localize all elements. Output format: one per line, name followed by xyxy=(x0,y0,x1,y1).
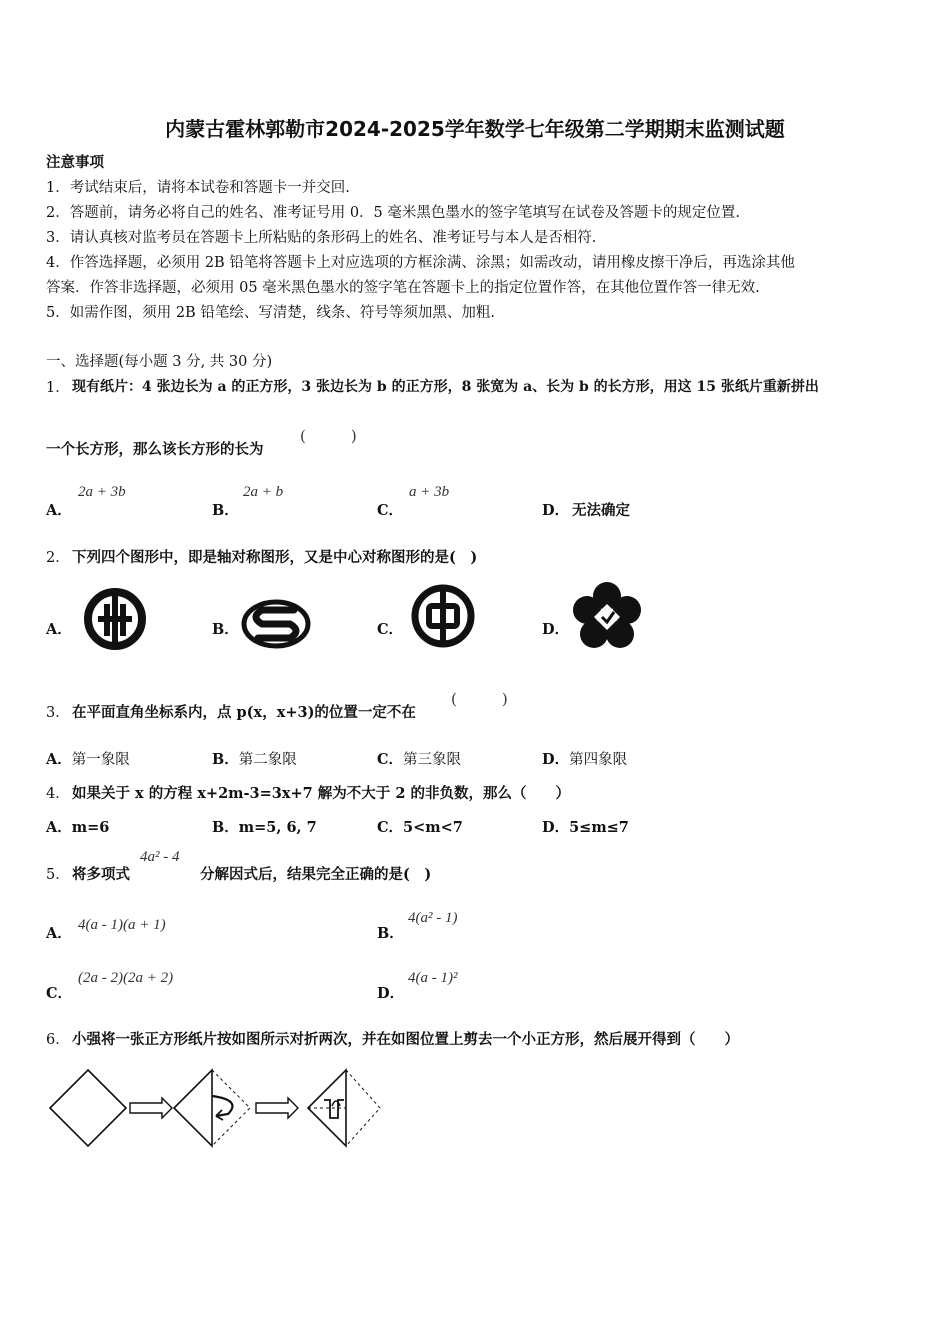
q5-option-d-label: D． xyxy=(377,985,405,1002)
notice-item: 3．请认真核对监考员在答题卡上所粘贴的条形码上的姓名、准考证号与本人是否相符. xyxy=(46,230,597,246)
q3-answer-paren: ( ) xyxy=(451,690,508,708)
q4-option-b: B．m=5, 6, 7 xyxy=(212,819,317,836)
q4-option-c: C．5<m<7 xyxy=(377,819,463,836)
q6-text: 小强将一张正方形纸片按如图所示对折两次，并在如图位置上剪去一个小正方形，然后展开得到（ ） xyxy=(72,1031,739,1048)
q1-text-line2: 一个长方形，那么该长方形的长为 xyxy=(46,441,264,458)
q1-option-c-label: C． xyxy=(377,502,404,519)
q1-option-d-value: 无法确定 xyxy=(572,502,630,519)
q3-text: 在平面直角坐标系内，点 p(x，x+3)的位置一定不在 xyxy=(72,704,416,721)
q2-option-b-label: B． xyxy=(212,621,239,638)
q5-option-c-value: (2a - 2)(2a + 2) xyxy=(78,970,174,986)
q5-option-a-label: A． xyxy=(46,925,72,942)
q1-option-a-label: A． xyxy=(46,502,72,519)
q1-option-c-value: a + 3b xyxy=(409,484,450,500)
agricultural-bank-logo-icon xyxy=(82,586,148,652)
q5-text-before: 将多项式 xyxy=(72,866,130,883)
notice-item: 2．答题前，请务必将自己的姓名、准考证号用 0．5 毫米黑色墨水的签字笔填写在试卷及答题卡的规定位置. xyxy=(46,205,740,221)
q6-number: 6． xyxy=(46,1032,70,1048)
page-title: 内蒙古霍林郭勒市2024-2025学年数学七年级第二学期期末监测试题 xyxy=(165,117,785,141)
q4-number: 4． xyxy=(46,786,70,802)
fold-arrow-icon xyxy=(212,1096,232,1116)
square-paper xyxy=(50,1070,126,1146)
q4-option-a: A．m=6 xyxy=(46,819,110,836)
q5-option-d-value: 4(a - 1)² xyxy=(408,970,458,986)
q1-answer-paren: ( ) xyxy=(300,427,357,445)
notice-item: 5．如需作图，须用 2B 铅笔绘、写清楚，线条、符号等须加黑、加粗. xyxy=(46,305,495,321)
notice-item: 4．作答选择题，必须用 2B 铅笔将答题卡上对应选项的方框涂满、涂黑；如需改动，请用橡皮擦干净后，再选涂其他 xyxy=(46,255,795,271)
folded-once-paper xyxy=(174,1070,212,1146)
q5-option-b-value: 4(a² - 1) xyxy=(408,910,458,926)
q3-option-d: D．第四象限 xyxy=(542,751,628,768)
bank-of-china-logo-icon xyxy=(409,582,477,650)
q5-text-after: 分解因式后，结果完全正确的是( ) xyxy=(200,866,432,883)
q5-option-a-value: 4(a - 1)(a + 1) xyxy=(78,917,166,933)
q2-number: 2． xyxy=(46,550,70,566)
q2-option-d-label: D． xyxy=(542,621,570,638)
flower-logo-icon xyxy=(572,582,642,652)
q1-number: 1． xyxy=(46,380,70,396)
notice-item: 答案．作答非选择题，必须用 05 毫米黑色墨水的签字笔在答题卡上的指定位置作答，在其他位置作答一律无效. xyxy=(46,280,760,296)
q1-option-b-value: 2a + b xyxy=(243,484,284,500)
notice-item: 1．考试结束后，请将本试卷和答题卡一并交回. xyxy=(46,180,350,196)
q1-option-d-label: D． xyxy=(542,502,570,519)
paper-folding-diagram xyxy=(46,1066,386,1150)
q3-number: 3． xyxy=(46,705,70,721)
q4-option-d: D．5≤m≤7 xyxy=(542,819,629,836)
q5-option-c-label: C． xyxy=(46,985,73,1002)
section-heading: 一、选择题(每小题 3 分, 共 30 分) xyxy=(46,354,273,370)
q5-polynomial: 4a² - 4 xyxy=(140,849,180,865)
arrow-icon xyxy=(130,1098,172,1118)
q3-option-c: C．第三象限 xyxy=(377,751,462,768)
q3-option-a: A．第一象限 xyxy=(46,751,130,768)
q1-option-b-label: B． xyxy=(212,502,239,519)
s-shaped-logo-icon xyxy=(240,598,312,650)
arrow-icon xyxy=(256,1098,298,1118)
q1-option-a-value: 2a + 3b xyxy=(78,484,126,500)
q2-option-a-label: A． xyxy=(46,621,72,638)
q1-text-line1: 现有纸片：4 张边长为 a 的正方形，3 张边长为 b 的正方形，8 张宽为 a、长为 b 的长方形，用这 15 张纸片重新拼出 xyxy=(72,379,819,395)
notice-heading: 注意事项 xyxy=(46,154,104,171)
q5-number: 5． xyxy=(46,867,70,883)
q5-option-b-label: B． xyxy=(377,925,404,942)
q2-option-c-label: C． xyxy=(377,621,404,638)
q2-text: 下列四个图形中，即是轴对称图形，又是中心对称图形的是( ) xyxy=(72,549,478,566)
q3-option-b: B．第二象限 xyxy=(212,751,297,768)
q4-text: 如果关于 x 的方程 x+2m-3=3x+7 解为不大于 2 的非负数，那么（ ） xyxy=(72,785,570,802)
